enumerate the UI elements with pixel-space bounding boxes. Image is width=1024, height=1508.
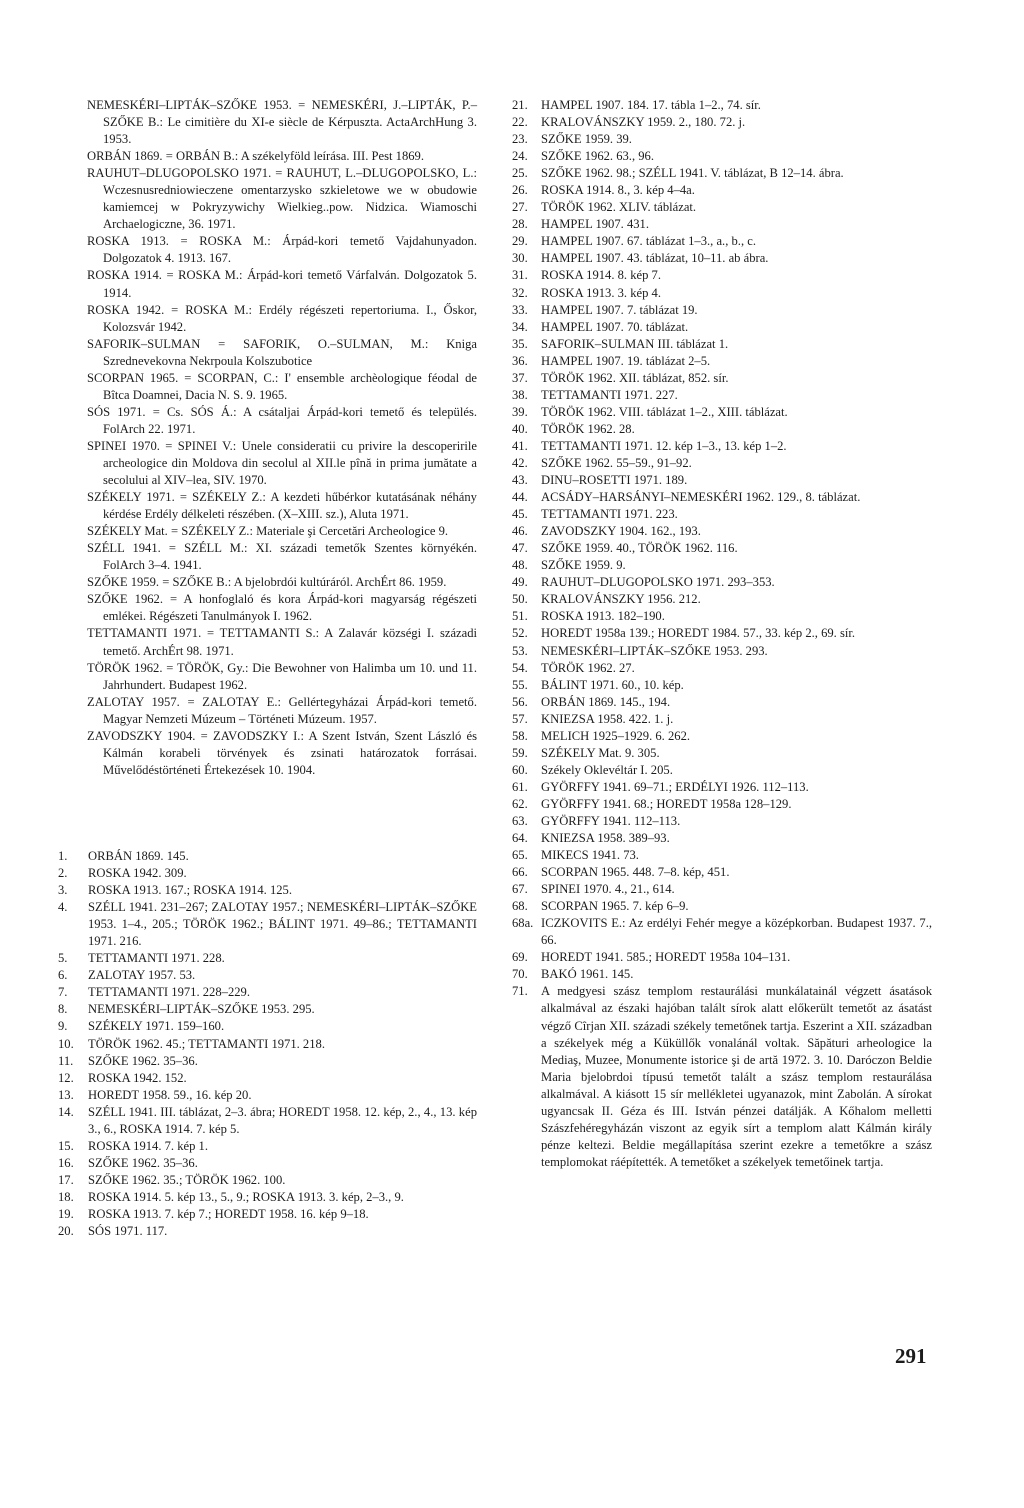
- bibliography-key: TÖRÖK 1962. =: [87, 660, 174, 675]
- footnote-number: 16.: [58, 1155, 74, 1170]
- footnote-number: 55.: [512, 677, 528, 692]
- footnote: [512, 557, 932, 574]
- footnote: [512, 915, 932, 949]
- bibliography-text: SZÉLL M.: XI. századi temetők Szentes környékén. FolArch 3–4. 1941.: [103, 541, 477, 573]
- footnote-text: TÖRÖK 1962. XLIV. táblázat.: [541, 200, 697, 215]
- footnote: [512, 233, 932, 250]
- footnote: [512, 353, 932, 370]
- footnote: [512, 455, 932, 472]
- footnote: [512, 336, 932, 353]
- footnote-text: NEMESKÉRI–LIPTÁK–SZŐKE 1953. 293.: [541, 643, 768, 658]
- bibliography-text: SZŐKE B.: A bjelobrdói kultúráról. ArchÉrt 86. 1959.: [172, 575, 447, 590]
- footnote: [512, 216, 932, 233]
- footnote: [512, 370, 932, 387]
- footnote: [512, 847, 932, 864]
- bibliography-text: SPINEI V.: Unele consideratii cu privire la descoperirile archeologice din Moldova din secolul al XII.le pînă in prima jumătate a secolului al XIV–lea, SIV. 1970.: [103, 438, 477, 488]
- footnote: [58, 1087, 477, 1104]
- footnote-number: 12.: [58, 1070, 74, 1085]
- footnote: [512, 540, 932, 557]
- footnote-number: 19.: [58, 1206, 74, 1221]
- footnote-text: ROSKA 1942. 309.: [88, 866, 187, 881]
- footnote-text: SZŐKE 1962. 63., 96.: [541, 149, 654, 164]
- footnote-text: HOREDT 1958. 59., 16. kép 20.: [88, 1087, 252, 1102]
- footnote-text: HOREDT 1941. 585.; HOREDT 1958a 104–131.: [541, 950, 791, 965]
- footnote-text: TÖRÖK 1962. 27.: [541, 660, 635, 675]
- bibliography-key: SZŐKE 1962. =: [87, 592, 178, 607]
- footnote-number: 38.: [512, 387, 528, 402]
- footnote: [512, 745, 932, 762]
- footnote-text: ROSKA 1914. 7. kép 1.: [88, 1138, 208, 1153]
- bibliography-text: ROSKA M.: Árpád-kori temető Vajdahunyadon. Dolgozatok 4. 1913. 167.: [103, 234, 477, 266]
- bibliography-key: SZÉKELY 1971. =: [87, 490, 187, 505]
- footnote-number: 20.: [58, 1224, 74, 1239]
- footnotes-right: [512, 97, 932, 1171]
- footnote-number: 33.: [512, 302, 528, 317]
- footnote-text: ROSKA 1914. 8. kép 7.: [541, 268, 661, 283]
- footnote-text: TÖRÖK 1962. 28.: [541, 421, 635, 436]
- footnote-number: 41.: [512, 438, 528, 453]
- footnote: [58, 899, 477, 950]
- footnote-number: 18.: [58, 1189, 74, 1204]
- footnote-text: HAMPEL 1907. 67. táblázat 1–3., a., b., c.: [541, 234, 756, 249]
- footnote-text: GYÖRFFY 1941. 68.; HOREDT 1958a 128–129.: [541, 796, 792, 811]
- bibliography-entry: [87, 489, 477, 523]
- footnote-number: 5.: [58, 951, 68, 966]
- bibliography-text: NEMESKÉRI, J.–LIPTÁK, P.–SZŐKE B.: Le cimitière du XI-e siècle de Kérpuszta. ActaArchHung 3. 1953.: [103, 98, 477, 147]
- bibliography-text: Cs. SÓS Á.: A csátaljai Árpád-kori temető és település. FolArch 22. 1971.: [103, 404, 477, 436]
- footnote-number: 31.: [512, 268, 528, 283]
- bibliography-key: ROSKA 1913. =: [87, 234, 188, 249]
- footnotes-left: [58, 848, 477, 1240]
- footnote-number: 35.: [512, 336, 528, 351]
- footnote: [58, 1155, 477, 1172]
- footnote: [58, 1001, 477, 1018]
- footnote-text: KRALOVÁNSZKY 1959. 2., 180. 72. j.: [541, 115, 746, 130]
- footnote-number: 49.: [512, 575, 528, 590]
- bibliography-entry: [87, 694, 477, 728]
- bibliography-key: SCORPAN 1965. =: [87, 370, 192, 385]
- footnote: [512, 421, 932, 438]
- footnote-number: 21.: [512, 98, 528, 112]
- footnote-number: 65.: [512, 848, 528, 863]
- footnote-text: TETTAMANTI 1971. 223.: [541, 507, 678, 522]
- footnote-number: 58.: [512, 728, 528, 743]
- footnote-number: 47.: [512, 541, 528, 556]
- footnote: [512, 591, 932, 608]
- footnote-text: SZÉKELY 1971. 159–160.: [88, 1019, 225, 1034]
- footnote-number: 29.: [512, 234, 528, 249]
- footnote-number: 46.: [512, 524, 528, 539]
- bibliography-entry: [87, 625, 477, 659]
- footnote-text: TÖRÖK 1962. 45.; TETTAMANTI 1971. 218.: [88, 1036, 325, 1051]
- footnote-number: 10.: [58, 1036, 74, 1051]
- bibliography-key: SZÉKELY Mat. =: [87, 524, 179, 539]
- footnote-number: 52.: [512, 626, 528, 641]
- footnote-number: 44.: [512, 490, 528, 505]
- footnote-text: ROSKA 1913. 3. kép 4.: [541, 285, 661, 300]
- footnote-number: 39.: [512, 404, 528, 419]
- footnote-number: 25.: [512, 166, 528, 181]
- bibliography-entry: [87, 591, 477, 625]
- footnote-text: GYÖRFFY 1941. 112–113.: [541, 813, 681, 828]
- footnote-text: KNIEZSA 1958. 422. 1. j.: [541, 711, 674, 726]
- bibliography-key: ZAVODSZKY 1904. =: [87, 728, 208, 743]
- footnote-text: ORBÁN 1869. 145.: [88, 849, 189, 863]
- footnote-text: HAMPEL 1907. 184. 17. tábla 1–2., 74. sír.: [541, 98, 761, 112]
- bibliography-text: ROSKA M.: Erdély régészeti repertoriuma. I., Őskor, Kolozsvár 1942.: [103, 302, 477, 334]
- footnote-number: 37.: [512, 370, 528, 385]
- footnote-text: ROSKA 1913. 167.; ROSKA 1914. 125.: [88, 883, 292, 898]
- footnote-text: ZALOTAY 1957. 53.: [88, 968, 196, 983]
- footnote-text: SZŐKE 1962. 35.; TÖRÖK 1962. 100.: [88, 1172, 286, 1187]
- footnote-text: KRALOVÁNSZKY 1956. 212.: [541, 592, 701, 607]
- footnote: [512, 813, 932, 830]
- footnote: [512, 608, 932, 625]
- footnote-number: 48.: [512, 558, 528, 573]
- footnote-text: SZŐKE 1962. 98.; SZÉLL 1941. V. táblázat, B 12–14. ábra.: [541, 166, 844, 181]
- footnote: [512, 881, 932, 898]
- footnote-number: 57.: [512, 711, 528, 726]
- footnote-number: 8.: [58, 1002, 68, 1017]
- footnote: [512, 472, 932, 489]
- footnote: [512, 694, 932, 711]
- footnote: [58, 865, 477, 882]
- footnote-number: 14.: [58, 1104, 74, 1119]
- footnote-number: 45.: [512, 507, 528, 522]
- footnote-number: 63.: [512, 813, 528, 828]
- footnote: [512, 182, 932, 199]
- footnote-number: 50.: [512, 592, 528, 607]
- footnote-number: 69.: [512, 950, 528, 965]
- footnote-text: A medgyesi szász templom restaurálási munkálatainál végzett ásatások alkalmával az északi hajóban talált sírok alatt előkerült temetőt az ásatást végző Cîrjan XII. századi székely temetőnek tartja. Eszerint a XII. században a székelyek még a Küküllők vonalánál voltak. Săpături arheologice la Mediaş, Muzee, Monumente istorice şi de artă 1972. 3. 10. Daróczon Beldie Maria bjelobrdoi típusú temetőt talált a szász templom restaurálása alkalmával. A kiásott 15 sír mellékletei ugyanazok, mint Zabolán. A sírokat ugyancsak II. Géza és III. István pénzei datálják. A Kőhalom melletti Szászfehéregyházán viszont az egyik sírt a templom alatt Kálmán király pénze keltezi. Beldie megállapítása szerint ezekre a temetőkre a szász templomokat ráépítették. A temetőket a székelyek temetőinek tartja.: [541, 984, 932, 1169]
- footnote-number: 23.: [512, 132, 528, 147]
- footnote-text: MIKECS 1941. 73.: [541, 848, 639, 863]
- footnote-text: ROSKA 1913. 182–190.: [541, 609, 665, 624]
- footnote-text: HAMPEL 1907. 19. táblázat 2–5.: [541, 353, 711, 368]
- bibliography-key: SÓS 1971. =: [87, 404, 160, 419]
- footnote: [512, 830, 932, 847]
- bibliography-entry: [87, 574, 477, 591]
- bibliography-key: ROSKA 1942. =: [87, 302, 179, 317]
- bibliography-text: ORBÁN B.: A székelyföld leírása. III. Pest 1869.: [175, 149, 424, 164]
- footnote-number: 3.: [58, 883, 68, 898]
- footnote: [512, 285, 932, 302]
- bibliography-text: ZAVODSZKY I.: A Szent István, Szent László és Kálmán korabeli törvények és zsinati határozatok forrásai. Művelődéstörténeti Értekezések 10. 1904.: [103, 728, 477, 777]
- footnote: [58, 967, 477, 984]
- footnote: [58, 1206, 477, 1223]
- footnote: [512, 387, 932, 404]
- footnote: [512, 762, 932, 779]
- footnote: [512, 898, 932, 915]
- footnote: [512, 199, 932, 216]
- footnote: [512, 319, 932, 336]
- footnote-text: BAKÓ 1961. 145.: [541, 967, 634, 982]
- footnote-number: 15.: [58, 1138, 74, 1153]
- footnote-text: SZÉLL 1941. III. táblázat, 2–3. ábra; HOREDT 1958. 12. kép, 2., 4., 13. kép 3., 6., ROSKA 1914. 7. kép 5.: [88, 1104, 477, 1136]
- footnote-text: SZŐKE 1962. 35–36.: [88, 1053, 198, 1068]
- footnote-number: 68.: [512, 899, 528, 914]
- bibliography-key: NEMESKÉRI–LIPTÁK–SZŐKE 1953. =: [87, 98, 306, 112]
- footnote-text: SZŐKE 1959. 9.: [541, 558, 626, 573]
- bibliography-entry: [87, 165, 477, 233]
- footnote-text: RAUHUT–DLUGOPOLSKO 1971. 293–353.: [541, 575, 775, 590]
- bibliography-text: RAUHUT, L.–DLUGOPOLSKO, L.: Wczesnusredniowieczene omentarzysko szkieletowe we w obudowie kamiemcej w Pokryzywichy Wielkieg..pow. Nidzica. Wiamoschi Archaelogiczne, 36. 1971.: [103, 166, 477, 232]
- footnote: [512, 949, 932, 966]
- footnote: [512, 983, 932, 1171]
- footnote-text: SÓS 1971. 117.: [88, 1224, 168, 1239]
- footnote: [512, 779, 932, 796]
- bibliography-entry: [87, 404, 477, 438]
- footnote-text: TETTAMANTI 1971. 12. kép 1–3., 13. kép 1–2.: [541, 438, 787, 453]
- footnote: [58, 1104, 477, 1138]
- bibliography-text: TÖRÖK, Gy.: Die Bewohner von Halimba um 10. und 11. Jahrhundert. Budapest 1962.: [103, 660, 478, 692]
- footnote-number: 26.: [512, 183, 528, 198]
- bibliography-key: SPINEI 1970. =: [87, 438, 173, 453]
- footnote-number: 9.: [58, 1019, 68, 1034]
- bibliography-entry: [87, 302, 477, 336]
- footnote: [58, 848, 477, 865]
- page-number: 291: [895, 1344, 927, 1368]
- footnote-number: 4.: [58, 900, 68, 915]
- footnote-text: SZŐKE 1962. 35–36.: [88, 1155, 198, 1170]
- footnote-number: 27.: [512, 200, 528, 215]
- bibliography-entry: [87, 148, 477, 165]
- footnote-text: DINU–ROSETTI 1971. 189.: [541, 473, 688, 488]
- footnote-number: 36.: [512, 353, 528, 368]
- footnote-number: 66.: [512, 865, 528, 880]
- footnote: [512, 267, 932, 284]
- footnote: [512, 677, 932, 694]
- footnote-number: 34.: [512, 319, 528, 334]
- footnote-number: 32.: [512, 285, 528, 300]
- bibliography-key: ROSKA 1914. =: [87, 268, 174, 283]
- bibliography-text: SZÉKELY Z.: A kezdeti hűbérkor kutatásának néhány kérdése Erdély délkeleti részében. (X–XIII. sz.), Aluta 1971.: [103, 490, 477, 522]
- bibliography-entry: [87, 370, 477, 404]
- footnote-text: SPINEI 1970. 4., 21., 614.: [541, 882, 675, 897]
- footnote: [512, 489, 932, 506]
- footnote: [58, 1223, 477, 1240]
- footnote-number: 71.: [512, 984, 528, 999]
- footnote-number: 24.: [512, 149, 528, 164]
- bibliography-text: A honfoglaló és kora Árpád-kori magyarság régészeti emlékei. Régészeti Tanulmányok I. 1962.: [103, 592, 477, 624]
- footnote-text: HAMPEL 1907. 7. táblázat 19.: [541, 302, 698, 317]
- footnote: [512, 438, 932, 455]
- footnote: [512, 574, 932, 591]
- footnote: [512, 250, 932, 267]
- footnote: [512, 506, 932, 523]
- footnote-text: SZŐKE 1962. 55–59., 91–92.: [541, 455, 692, 470]
- footnote-number: 70.: [512, 967, 528, 982]
- footnote-text: Székely Oklevéltár I. 205.: [541, 762, 673, 777]
- footnote-number: 1.: [58, 849, 68, 863]
- footnote-text: SZÉKELY Mat. 9. 305.: [541, 745, 660, 760]
- footnote-number: 43.: [512, 473, 528, 488]
- footnote-text: MELICH 1925–1929. 6. 262.: [541, 728, 691, 743]
- footnote: [512, 165, 932, 182]
- footnote-number: 40.: [512, 421, 528, 436]
- footnote-text: HAMPEL 1907. 431.: [541, 217, 649, 232]
- footnote: [58, 950, 477, 967]
- footnote: [512, 864, 932, 881]
- bibliography-text: TETTAMANTI S.: A Zalavár községi I. századi temető. ArchÉrt 98. 1971.: [103, 626, 478, 658]
- footnote: [58, 1138, 477, 1155]
- footnote-text: SZŐKE 1959. 40., TÖRÖK 1962. 116.: [541, 541, 738, 556]
- footnote-number: 54.: [512, 660, 528, 675]
- footnote-text: SCORPAN 1965. 448. 7–8. kép, 451.: [541, 865, 730, 880]
- bibliography-key: SZÉLL 1941. =: [87, 541, 177, 556]
- footnote-number: 68a.: [512, 916, 534, 931]
- bibliography-entry: [87, 233, 477, 267]
- bibliography-key: TETTAMANTI 1971. =: [87, 626, 215, 641]
- footnote: [512, 404, 932, 421]
- bibliography-entry: [87, 267, 477, 301]
- bibliography-entry: [87, 97, 477, 148]
- footnote: [512, 660, 932, 677]
- footnote-text: TÖRÖK 1962. VIII. táblázat 1–2., XIII. táblázat.: [541, 404, 788, 419]
- footnote-number: 56.: [512, 694, 528, 709]
- bibliography-key: ORBÁN 1869. =: [87, 149, 173, 164]
- footnote-number: 62.: [512, 796, 528, 811]
- bibliography-entry: [87, 336, 477, 370]
- footnote-text: TÖRÖK 1962. XII. táblázat, 852. sír.: [541, 370, 729, 385]
- bibliography-key: ZALOTAY 1957. =: [87, 694, 195, 709]
- footnote-number: 11.: [58, 1053, 74, 1068]
- footnote-number: 67.: [512, 882, 528, 897]
- bibliography-entry: [87, 523, 477, 540]
- footnote-text: HAMPEL 1907. 43. táblázat, 10–11. ab ábra.: [541, 251, 769, 266]
- footnote-number: 13.: [58, 1087, 74, 1102]
- footnote-text: ROSKA 1914. 5. kép 13., 5., 9.; ROSKA 1913. 3. kép, 2–3., 9.: [88, 1189, 404, 1204]
- footnote-number: 53.: [512, 643, 528, 658]
- footnote-number: 22.: [512, 115, 528, 130]
- footnote: [58, 1018, 477, 1035]
- bibliography-text: ROSKA M.: Árpád-kori temető Várfalván. Dolgozatok 5. 1914.: [103, 268, 478, 300]
- footnote: [512, 148, 932, 165]
- footnote-number: 30.: [512, 251, 528, 266]
- footnote-text: SCORPAN 1965. 7. kép 6–9.: [541, 899, 689, 914]
- bibliography-key: RAUHUT–DLUGOPOLSKO 1971. =: [87, 166, 283, 181]
- footnote: [512, 728, 932, 745]
- bibliography-entry: [87, 728, 477, 779]
- footnote-text: ROSKA 1914. 8., 3. kép 4–4a.: [541, 183, 695, 198]
- footnote-number: 61.: [512, 779, 528, 794]
- footnote-text: KNIEZSA 1958. 389–93.: [541, 831, 670, 846]
- footnote: [512, 643, 932, 660]
- footnote: [512, 523, 932, 540]
- footnote-text: HOREDT 1958a 139.; HOREDT 1984. 57., 33. kép 2., 69. sír.: [541, 626, 856, 641]
- footnote: [512, 302, 932, 319]
- footnote: [58, 984, 477, 1001]
- footnote-number: 6.: [58, 968, 68, 983]
- footnote: [58, 1172, 477, 1189]
- footnote-text: ORBÁN 1869. 145., 194.: [541, 694, 671, 709]
- bibliography-text: SAFORIK, O.–SULMAN, M.: Kniga Szrednevekovna Nekrpoula Kolszubotice: [103, 336, 477, 368]
- footnote-text: ACSÁDY–HARSÁNYI–NEMESKÉRI 1962. 129., 8. táblázat.: [541, 490, 861, 505]
- footnote-text: TETTAMANTI 1971. 227.: [541, 387, 678, 402]
- footnote: [512, 131, 932, 148]
- bibliography-text: SCORPAN, C.: I' ensemble archèologique féodal de Bîtca Doamnei, Dacia N. S. 9. 1965.: [103, 370, 477, 402]
- footnote-number: 17.: [58, 1172, 74, 1187]
- footnote-number: 2.: [58, 866, 68, 881]
- footnote: [58, 882, 477, 899]
- footnote-text: TETTAMANTI 1971. 228–229.: [88, 985, 250, 1000]
- footnote: [58, 1053, 477, 1070]
- bibliography-entry: [87, 660, 477, 694]
- footnote: [58, 1189, 477, 1206]
- footnote: [512, 97, 932, 114]
- footnote-text: ROSKA 1942. 152.: [88, 1070, 187, 1085]
- footnote-number: 28.: [512, 217, 528, 232]
- bibliography-text: SZÉKELY Z.: Materiale şi Cercetări Archeologice 9.: [181, 524, 449, 539]
- footnote: [512, 966, 932, 983]
- bibliography-key: SAFORIK–SULMAN =: [87, 336, 226, 351]
- footnote-text: HAMPEL 1907. 70. táblázat.: [541, 319, 689, 334]
- footnote: [58, 1036, 477, 1053]
- footnote: [512, 796, 932, 813]
- footnote: [512, 625, 932, 642]
- footnote: [512, 114, 932, 131]
- footnote-text: ROSKA 1913. 7. kép 7.; HOREDT 1958. 16. kép 9–18.: [88, 1206, 369, 1221]
- footnote-text: NEMESKÉRI–LIPTÁK–SZŐKE 1953. 295.: [88, 1002, 315, 1017]
- footnote-text: GYÖRFFY 1941. 69–71.; ERDÉLYI 1926. 112–113.: [541, 779, 809, 794]
- footnote-number: 59.: [512, 745, 528, 760]
- footnote-text: SZŐKE 1959. 39.: [541, 132, 632, 147]
- footnote-text: SZÉLL 1941. 231–267; ZALOTAY 1957.; NEMESKÉRI–LIPTÁK–SZŐKE 1953. 1–4., 205.; TÖRÖK 1962.; BÁLINT 1971. 49–86.; TETTAMANTI 1971. 216.: [88, 900, 477, 949]
- footnote: [58, 1070, 477, 1087]
- footnote: [512, 711, 932, 728]
- bibliography-entry: [87, 438, 477, 489]
- bibliography-key: SZŐKE 1959. =: [87, 575, 170, 590]
- footnote-number: 60.: [512, 762, 528, 777]
- footnote-text: ZAVODSZKY 1904. 162., 193.: [541, 524, 701, 539]
- footnote-number: 7.: [58, 985, 68, 1000]
- footnote-text: BÁLINT 1971. 60., 10. kép.: [541, 677, 684, 692]
- footnote-number: 42.: [512, 455, 528, 470]
- bibliography-text: ZALOTAY E.: Gellértegyházai Árpád-kori temető. Magyar Nemzeti Múzeum – Történeti Múzeum. 1957.: [103, 694, 477, 726]
- footnote-text: SAFORIK–SULMAN III. táblázat 1.: [541, 336, 729, 351]
- footnote-number: 51.: [512, 609, 528, 624]
- bibliography-list: [87, 97, 477, 779]
- footnote-text: ICZKOVITS E.: Az erdélyi Fehér megye a középkorban. Budapest 1937. 7., 66.: [541, 916, 932, 948]
- bibliography-entry: [87, 540, 477, 574]
- footnote-text: TETTAMANTI 1971. 228.: [88, 951, 225, 966]
- footnote-number: 64.: [512, 831, 528, 846]
